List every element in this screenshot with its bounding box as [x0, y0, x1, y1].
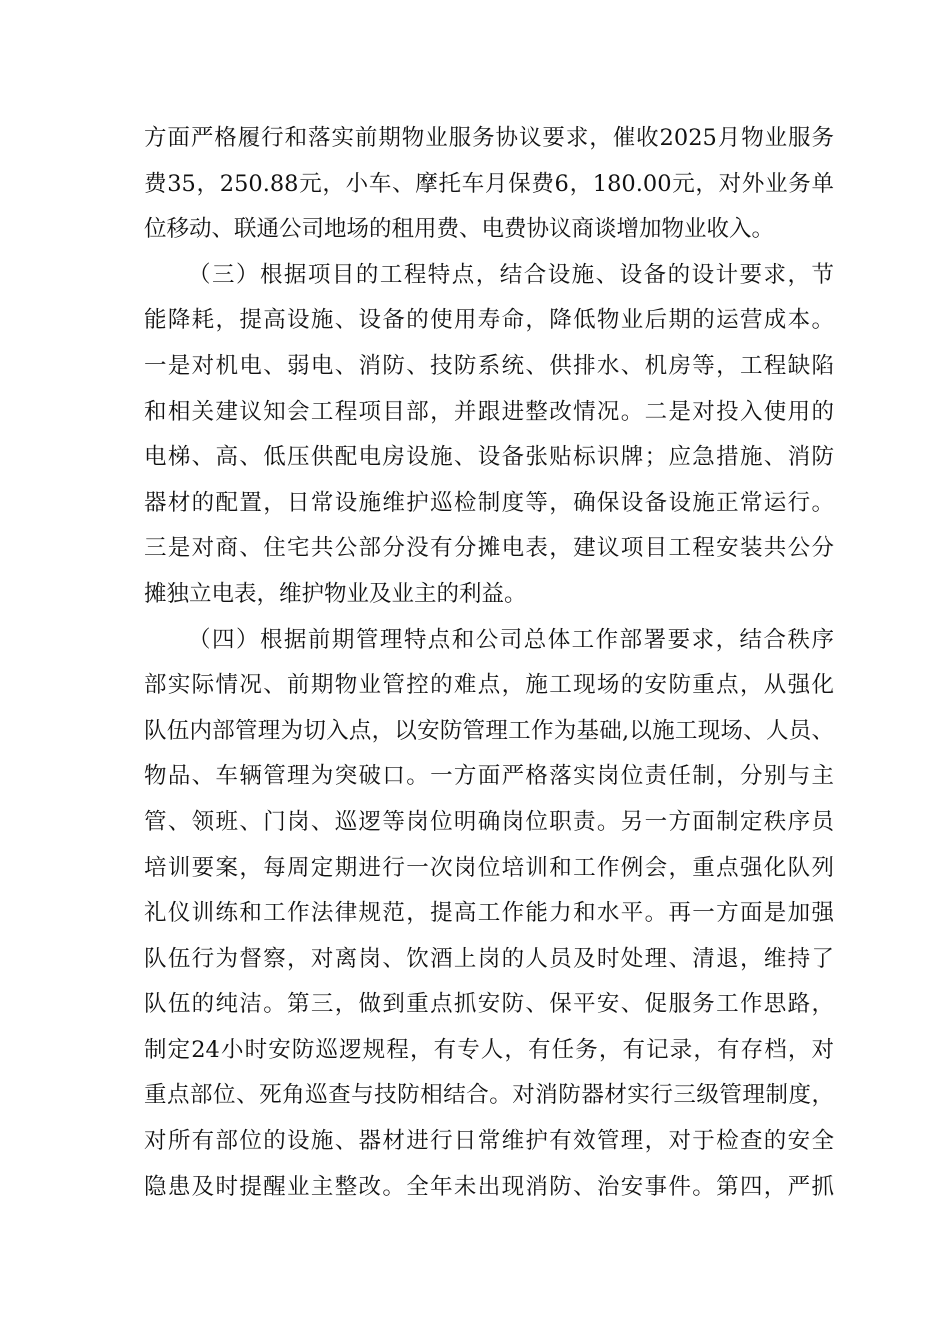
text-line: 器材的配置，日常设施维护巡检制度等，确保设备设施正常运行。	[144, 489, 834, 516]
text-line: 隐患及时提醒业主整改。全年未出现消防、治安事件。第四，严抓	[144, 1173, 834, 1200]
text-line: 重点部位、死角巡查与技防相结合。对消防器材实行三级管理制度，	[144, 1082, 834, 1109]
text-line: 费35，250.88元，小车、摩托车月保费6，180.00元，对外业务单	[144, 170, 834, 197]
text-line: 电梯、高、低压供配电房设施、设备张贴标识牌；应急措施、消防	[144, 444, 834, 471]
text-line: 和相关建议知会工程项目部，并跟进整改情况。二是对投入使用的	[144, 398, 834, 425]
text-line: 部实际情况、前期物业管控的难点，施工现场的安防重点，从强化	[144, 672, 834, 699]
text-line: 物品、车辆管理为突破口。一方面严格落实岗位责任制，分别与主	[144, 763, 834, 790]
body-text	[144, 116, 834, 1210]
text-line: 一是对机电、弱电、消防、技防系统、供排水、机房等，工程缺陷	[144, 352, 834, 379]
text-line: 能降耗，提高设施、设备的使用寿命，降低物业后期的运营成本。	[144, 307, 834, 334]
section-four-heading-line: （四）根据前期管理特点和公司总体工作部署要求，结合秩序	[188, 626, 834, 653]
text-line: 管、领班、门岗、巡逻等岗位明确岗位职责。另一方面制定秩序员	[144, 808, 834, 835]
text-line: 礼仪训练和工作法律规范，提高工作能力和水平。再一方面是加强	[144, 900, 834, 927]
text-line: 队伍内部管理为切入点，以安防管理工作为基础,以施工现场、人员、	[144, 717, 834, 744]
text-line: 对所有部位的设施、器材进行日常维护有效管理，对于检查的安全	[144, 1128, 834, 1155]
text-line: 摊独立电表，维护物业及业主的利益。	[144, 580, 527, 607]
section-three-heading-line: （三）根据项目的工程特点，结合设施、设备的设计要求，节	[188, 261, 834, 288]
text-line: 制定24小时安防巡逻规程，有专人，有任务，有记录，有存档，对	[144, 1036, 834, 1063]
text-line: 位移动、联通公司地场的租用费、电费协议商谈增加物业收入。	[144, 216, 775, 243]
text-line: 队伍的纯洁。第三，做到重点抓安防、保平安、促服务工作思路，	[144, 991, 834, 1018]
text-line: 三是对商、住宅共公部分没有分摊电表，建议项目工程安装共公分	[144, 535, 834, 562]
text-line: 队伍行为督察，对离岗、饮酒上岗的人员及时处理、清退，维持了	[144, 945, 834, 972]
text-line: 培训要案，每周定期进行一次岗位培训和工作例会，重点强化队列	[144, 854, 834, 881]
text-line: 方面严格履行和落实前期物业服务协议要求，催收2025月物业服务	[144, 125, 834, 151]
